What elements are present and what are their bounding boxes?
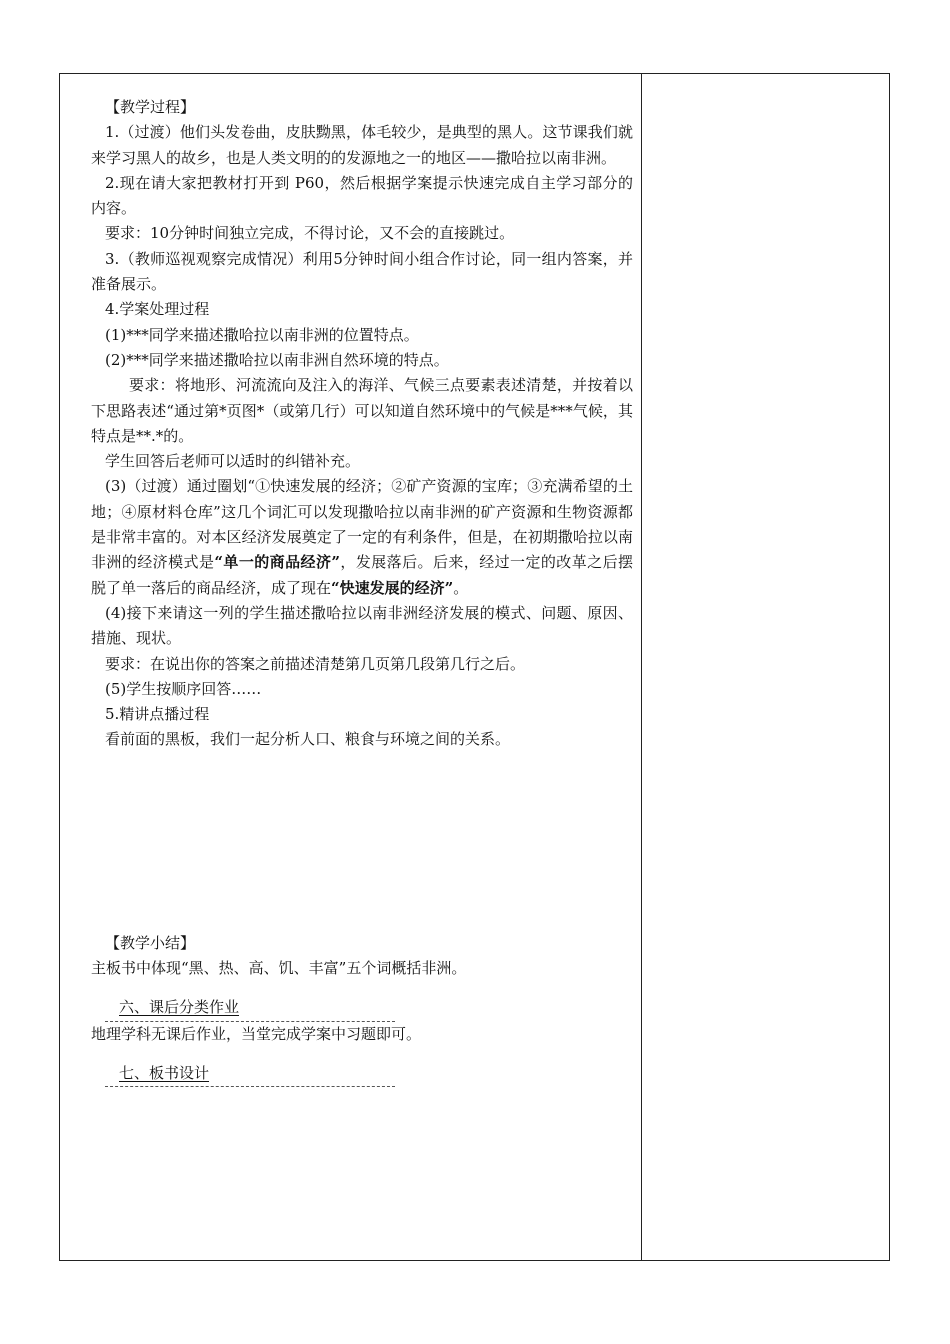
process-requirement-3: 要求：在说出你的答案之前描述清楚第几页第几段第几行之后。 xyxy=(105,654,526,673)
process-step-3: 3.（教师巡视观察完成情况）利用5分钟时间小组合作讨论，同一组内答案，并准备展示。 xyxy=(91,249,633,294)
summary-heading: 【教学小结】 xyxy=(105,933,196,952)
table-column-divider xyxy=(641,73,642,1261)
process-teacher-note: 学生回答后老师可以适时的纠错补充。 xyxy=(105,452,361,471)
process-step-1: 1.（过渡）他们头发卷曲，皮肤黝黑，体毛较少，是典型的黑人。这节课我们就来学习黑人的故乡，也是人类文明的的发源地之一的地区——撒哈拉以南非洲。 xyxy=(91,123,633,167)
process-heading: 【教学过程】 xyxy=(105,98,196,116)
homework-heading-row xyxy=(91,995,633,1021)
board-heading-row xyxy=(91,1061,633,1087)
spacer xyxy=(91,1047,633,1061)
process-sub-2: (2)***同学来描述撒哈拉以南非洲自然环境的特点。 xyxy=(105,350,449,369)
process-step-5-text: 看前面的黑板，我们一起分析人口、粮食与环境之间的关系。 xyxy=(105,730,511,749)
board-heading: 七、板书设计 xyxy=(105,1061,395,1087)
process-sub-3-text-c: 。 xyxy=(453,578,469,597)
homework-text: 地理学科无课后作业，当堂完成学案中习题即可。 xyxy=(91,1024,422,1043)
process-sub-3-text-a: (3)（过渡）通过圈划“①快速发展的经济；②矿产资源的宝库；③充满希望的土地；④原材料仓库”这几个词汇可以发现撒哈拉以南非洲的矿产资源和生物资源都是非常丰富的。对本区经济发展奠定了一定的有利条件，但是，在初期撒哈拉以南非洲的经济模式是 xyxy=(91,477,633,572)
process-requirement-2: 要求：将地形、河流流向及注入的海洋、气候三点要素表述清楚，并按着以下思路表述“通过第*页图*（或第几行）可以知道自然环境中的气候是***气候，其特点是**.*的。 xyxy=(91,376,633,445)
homework-heading: 六、课后分类作业 xyxy=(105,995,395,1021)
process-sub-3-bold-2: “快速发展的经济” xyxy=(331,578,454,597)
process-requirement-1: 要求：10分钟时间独立完成，不得讨论，又不会的直接跳过。 xyxy=(105,224,515,243)
process-step-5: 5.精讲点播过程 xyxy=(105,705,210,724)
process-sub-1: (1)***同学来描述撒哈拉以南非洲的位置特点。 xyxy=(105,325,419,344)
process-sub-3-text-b: ，发展落后。后来，经过一定的改革之后摆脱了单一落后的商品经济，成了现在 xyxy=(91,553,633,597)
summary-text: 主板书中体现“黑、热、高、饥、丰富”五个词概括非洲。 xyxy=(91,959,467,978)
process-sub-3 xyxy=(91,474,633,600)
process-step-2: 2.现在请大家把教材打开到 P60，然后根据学案提示快速完成自主学习部分的内容。 xyxy=(91,173,633,218)
spacer xyxy=(91,753,633,931)
process-step-4: 4.学案处理过程 xyxy=(105,300,210,319)
lesson-content xyxy=(91,95,633,1087)
spacer xyxy=(91,981,633,995)
process-sub-3-bold-1: “单一的商品经济” xyxy=(214,553,340,572)
process-sub-5: (5)学生按顺序回答…… xyxy=(105,679,262,698)
process-sub-4: (4)接下来请这一列的学生描述撒哈拉以南非洲经济发展的模式、问题、原因、措施、现状。 xyxy=(91,603,633,648)
